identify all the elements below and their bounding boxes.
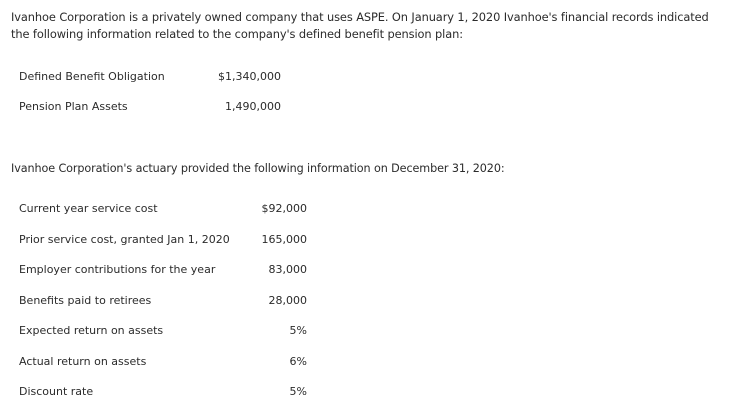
- table-row: [19, 294, 307, 325]
- row-label: Prior service cost, granted Jan 1, 2020: [19, 232, 230, 246]
- table-row: [19, 355, 307, 386]
- row-value: 6%: [289, 354, 307, 368]
- table-row: [19, 100, 281, 130]
- row-label: Pension Plan Assets: [19, 100, 128, 113]
- table-row: [19, 233, 307, 264]
- row-label: Discount rate: [19, 385, 94, 398]
- row-value: $92,000: [261, 202, 307, 215]
- table-row: [19, 385, 307, 416]
- row-value: 1,490,000: [225, 100, 281, 113]
- row-label: Employer contributions for the year: [19, 263, 216, 276]
- table-row: [19, 263, 307, 294]
- intro-paragraph: Ivanhoe Corporation is a privately owned company that uses ASPE. On January 1, 2020 Ivanhoe's financial records indicated the following information related to the company's defined benefit pension plan:: [11, 10, 709, 41]
- opening-balances-table: [19, 70, 281, 130]
- row-value: $1,340,000: [218, 70, 281, 83]
- row-value: 165,000: [261, 232, 307, 246]
- row-label: Benefits paid to retirees: [19, 293, 152, 307]
- row-label: Expected return on assets: [19, 324, 164, 337]
- row-label: Current year service cost: [19, 202, 158, 215]
- table-row: [19, 202, 307, 233]
- row-value: 28,000: [268, 293, 307, 307]
- row-value: 83,000: [268, 263, 307, 276]
- actuary-paragraph: Ivanhoe Corporation's actuary provided the following information on December 31, 2020:: [11, 162, 505, 175]
- row-value: 5%: [289, 385, 307, 398]
- table-row: [19, 70, 281, 100]
- actuary-info-table: [19, 202, 307, 416]
- row-label: Actual return on assets: [19, 354, 147, 368]
- row-label: Defined Benefit Obligation: [19, 70, 165, 83]
- table-row: [19, 324, 307, 355]
- row-value: 5%: [289, 324, 307, 337]
